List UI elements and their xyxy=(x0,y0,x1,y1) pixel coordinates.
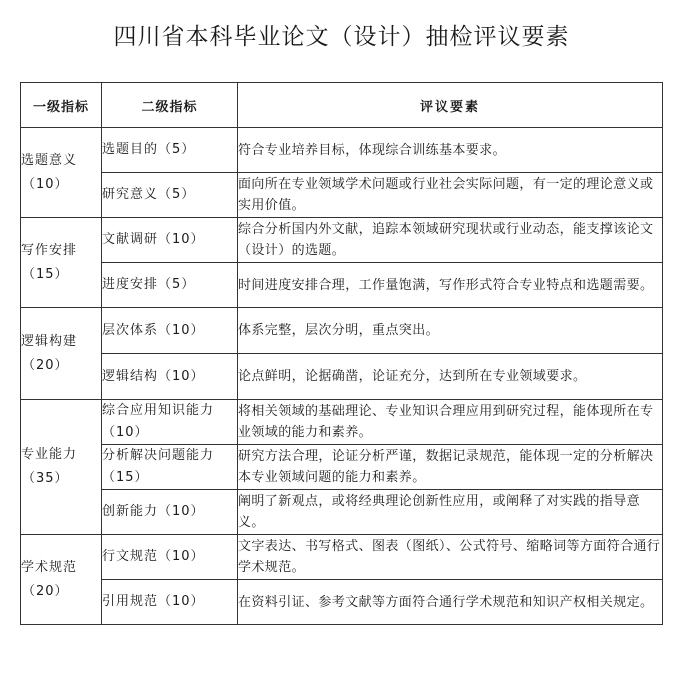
primary-indicator-name: 专业能力 xyxy=(21,447,78,462)
primary-indicator-score: （15） xyxy=(22,266,69,282)
primary-indicator-name: 逻辑构建 xyxy=(21,333,78,349)
table-row xyxy=(21,354,663,400)
table-row xyxy=(21,490,663,535)
table-row xyxy=(21,263,663,308)
table-row xyxy=(21,128,663,173)
evaluation-element-cell: 研究方法合理，论证分析严谨，数据记录规范，能体现一定的分析解决本专业领域问题的能力和素养。 xyxy=(238,445,663,490)
primary-indicator-score: （10） xyxy=(22,176,69,192)
table-row xyxy=(21,400,663,445)
primary-indicator-score: （20） xyxy=(22,357,69,373)
evaluation-element-cell: 阐明了新观点，或将经典理论创新性应用，或阐释了对实践的指导意义。 xyxy=(238,490,663,535)
secondary-indicator-cell: 选题目的（5） xyxy=(102,128,238,173)
table-row xyxy=(21,580,663,625)
secondary-indicator-cell: 引用规范（10） xyxy=(102,580,238,625)
secondary-indicator-cell: 创新能力（10） xyxy=(102,490,238,535)
secondary-indicator-cell: 综合应用知识能力（10） xyxy=(102,400,238,445)
evaluation-element-cell: 时间进度安排合理，工作量饱满，写作形式符合专业特点和选题需要。 xyxy=(238,263,663,308)
primary-indicator-cell xyxy=(21,128,102,218)
primary-indicator-name: 选题意义 xyxy=(21,152,78,168)
table-row xyxy=(21,173,663,218)
primary-indicator-cell xyxy=(21,308,102,400)
primary-indicator-name: 学术规范 xyxy=(21,559,78,575)
evaluation-element-cell: 面向所在专业领域学术问题或行业社会实际问题，有一定的理论意义或实用价值。 xyxy=(238,173,663,218)
header-primary-indicator: 一级指标 xyxy=(21,83,102,128)
evaluation-element-cell: 体系完整，层次分明，重点突出。 xyxy=(238,308,663,354)
evaluation-element-cell: 综合分析国内外文献，追踪本领域研究现状或行业动态，能支撑该论文（设计）的选题。 xyxy=(238,218,663,263)
evaluation-element-cell: 论点鲜明，论据确凿，论证充分，达到所在专业领域要求。 xyxy=(238,354,663,400)
evaluation-criteria-table xyxy=(20,82,663,625)
evaluation-element-cell: 符合专业培养目标，体现综合训练基本要求。 xyxy=(238,128,663,173)
table-row xyxy=(21,308,663,354)
primary-indicator-cell xyxy=(21,218,102,308)
secondary-indicator-cell: 研究意义（5） xyxy=(102,173,238,218)
page-title: 四川省本科毕业论文（设计）抽检评议要素 xyxy=(113,24,570,50)
evaluation-element-cell: 在资料引证、参考文献等方面符合通行学术规范和知识产权相关规定。 xyxy=(238,580,663,625)
header-secondary-indicator: 二级指标 xyxy=(102,83,238,128)
primary-indicator-cell xyxy=(21,535,102,625)
evaluation-element-cell: 文字表达、书写格式、图表（图纸）、公式符号、缩略词等方面符合通行学术规范。 xyxy=(238,535,663,580)
secondary-indicator-cell: 进度安排（5） xyxy=(102,263,238,308)
primary-indicator-score: （20） xyxy=(22,583,69,599)
table-row xyxy=(21,445,663,490)
secondary-indicator-cell: 层次体系（10） xyxy=(102,308,238,354)
table-row xyxy=(21,218,663,263)
primary-indicator-cell xyxy=(21,400,102,535)
secondary-indicator-cell: 分析解决问题能力（15） xyxy=(102,445,238,490)
secondary-indicator-cell: 逻辑结构（10） xyxy=(102,354,238,400)
secondary-indicator-cell: 行文规范（10） xyxy=(102,535,238,580)
secondary-indicator-cell: 文献调研（10） xyxy=(102,218,238,263)
primary-indicator-score: （35） xyxy=(22,471,69,486)
table-header-row xyxy=(21,83,663,128)
table-row xyxy=(21,535,663,580)
primary-indicator-name: 写作安排 xyxy=(21,242,78,258)
evaluation-element-cell: 将相关领域的基础理论、专业知识合理应用到研究过程，能体现所在专业领域的能力和素养。 xyxy=(238,400,663,445)
header-evaluation-elements: 评议要素 xyxy=(238,83,663,128)
